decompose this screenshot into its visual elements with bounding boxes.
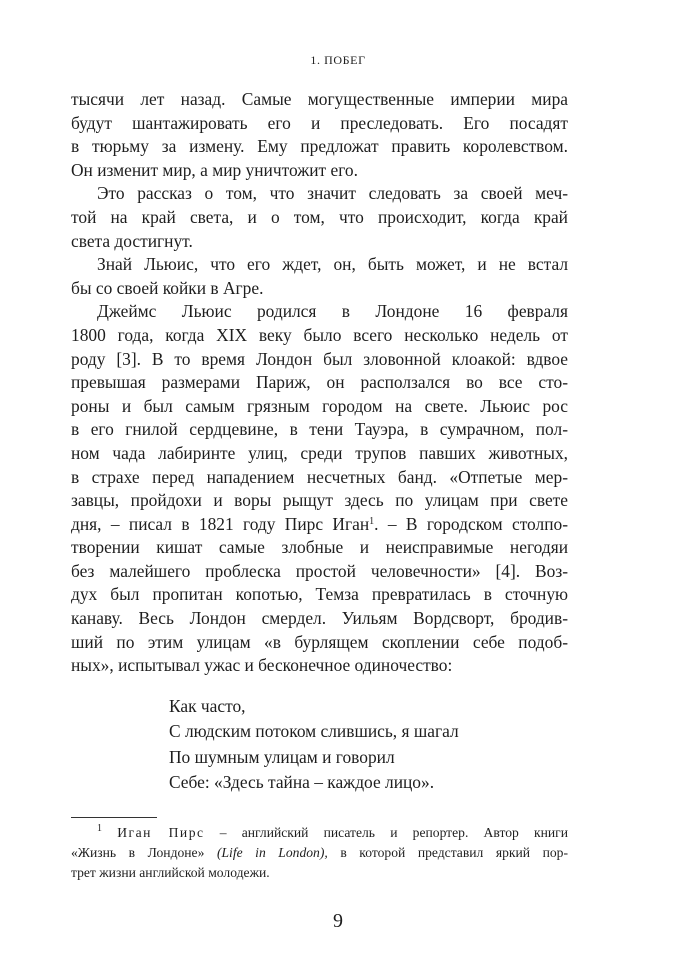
text-line: ных», испытывал ужас и бесконечное одиночество:	[71, 655, 453, 676]
book-title-italic: (Life in London),	[216, 845, 328, 860]
verse-line: Себе: «Здесь тайна – каждое лицо».	[169, 771, 435, 792]
text-line: роду [3]. В то время Лондон был зловонной клоакой: вдвое	[71, 348, 568, 369]
text-line: канаву. Весь Лондон смердел. Уильям Вордсворт, бродив-	[71, 608, 568, 629]
footnote	[71, 823, 568, 883]
footnote-marker: 1	[97, 823, 102, 834]
text-line: Он изменит мир, а мир уничтожит его.	[71, 159, 358, 180]
text-line: 1800 года, когда XIX веку было всего несколько недель от	[71, 324, 568, 345]
text-line: ном чада лабиринте улиц, среди трупов павших животных,	[71, 442, 568, 463]
verse-line: По шумным улицам и говорил	[169, 746, 395, 767]
text-line: Это рассказ о том, что значит следовать за своей меч-	[97, 183, 568, 204]
text-line: в страхе перед нападением несчетных банд. «Отпетые мер-	[71, 466, 568, 487]
text-line: ший по этим улицам «в бурлящем скоплении себе подоб-	[71, 631, 568, 652]
text-line: превышая размерами Париж, он расползался во все сто-	[71, 372, 568, 393]
text-line: тысячи лет назад. Самые могущественные империи мира	[71, 89, 568, 109]
text-line: роны и был самым грязным городом на свете. Льюис рос	[71, 395, 568, 416]
text-line: будут шантажировать его и преследовать. Его посадят	[71, 112, 568, 133]
running-head: 1. ПОБЕГ	[310, 53, 366, 67]
footnote-line	[71, 843, 568, 863]
text-fragment: «Жизнь в Лондоне»	[71, 845, 217, 860]
verse-line: Как часто,	[169, 696, 246, 716]
text-line: в тюрьму за измену. Ему предложат править королевством.	[71, 136, 568, 157]
footnote-line	[71, 823, 568, 843]
footnote-divider	[71, 817, 157, 818]
page-number: 9	[333, 910, 343, 932]
text-fragment: – английский писатель и репортер. Автор книги	[204, 825, 568, 840]
body-text	[71, 88, 568, 678]
text-line: без малейшего проблеска простой человечности» [4]. Воз-	[71, 560, 568, 581]
text-line-with-footnote-ref	[71, 513, 568, 537]
text-line: той на край света, и о том, что происходит, когда край	[71, 206, 568, 227]
verse-quotation	[169, 694, 459, 795]
text-line: Джеймс Льюис родился в Лондоне 16 февраля	[97, 301, 568, 322]
text-line: творении кишат самые злобные и неисправимые негодяи	[71, 537, 568, 558]
text-fragment: дня, – писал в 1821 году Пирс Иган	[71, 513, 370, 534]
text-fragment: в которой представил яркий пор-	[327, 845, 569, 860]
footnote-author: Иган Пирс	[117, 825, 205, 840]
text-line: дух был пропитан копотью, Темза превратилась в сточную	[71, 584, 568, 605]
text-line: завцы, пройдохи и воры рыщут здесь по улицам при свете	[71, 490, 568, 511]
verse-line: С людским потоком слившись, я шагал	[169, 721, 459, 742]
text-fragment: . – В городском столпо-	[374, 513, 568, 534]
footnote-reference: 1	[369, 515, 375, 527]
footnote-line: трет жизни английской молодежи.	[71, 865, 270, 880]
text-line: бы со своей койки в Агре.	[71, 277, 264, 298]
text-line: света достигнут.	[71, 230, 193, 251]
text-line: Знай Льюис, что его ждет, он, быть может, и не встал	[97, 254, 568, 275]
text-line: в его гнилой сердцевине, в тени Тауэра, в сумрачном, пол-	[71, 419, 568, 440]
